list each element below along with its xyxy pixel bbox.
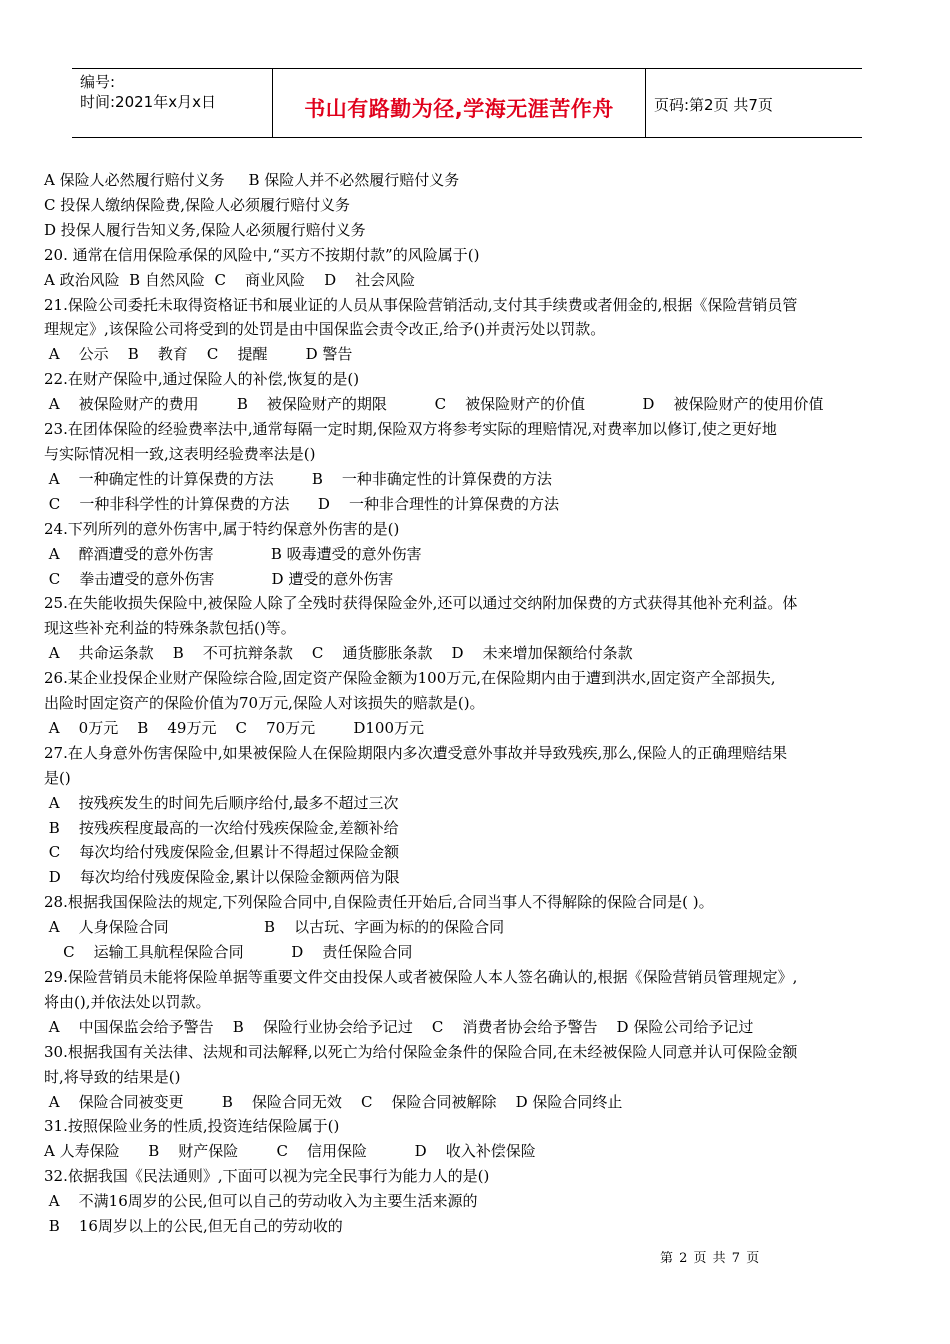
question-21: 21.保险公司委托未取得资格证书和展业证的人员从事保险营销活动,支付其手续费或者佣金的,根据《保险营销员管 bbox=[44, 295, 798, 314]
text-line: D 投保人履行告知义务,保险人必须履行赔付义务 bbox=[44, 220, 366, 239]
document-date-label: 时间:2021年x月x日 bbox=[80, 93, 216, 111]
text-line: A 不满16周岁的公民,但可以自己的劳动收入为主要生活来源的 bbox=[44, 1192, 478, 1211]
question-30: 30.根据我国有关法律、法规和司法解释,以死亡为给付保险金条件的保险合同,在未经被保险人同意并认可保险金额 bbox=[44, 1042, 798, 1061]
text-line: A 中国保监会给予警告 B 保险行业协会给予记过 C 消费者协会给予警告 D 保险公司给予记过 bbox=[44, 1017, 754, 1036]
text-line: D 每次均给付残废保险金,累计以保险金额两倍为限 bbox=[44, 868, 400, 887]
text-line: A 0万元 B 49万元 C 70万元 D100万元 bbox=[44, 718, 424, 737]
text-line: C 一种非科学性的计算保费的方法 D 一种非合理性的计算保费的方法 bbox=[44, 494, 560, 513]
question-26: 26.某企业投保企业财产保险综合险,固定资产保险金额为100万元,在保险期内由于遭到洪水,固定资产全部损失, bbox=[44, 669, 776, 688]
text-line: B 按残疾程度最高的一次给付残疾保险金,差额补给 bbox=[44, 818, 399, 837]
text-line: 将由(),并依法处以罚款。 bbox=[44, 992, 211, 1011]
question-27: 27.在人身意外伤害保险中,如果被保险人在保险期限内多次遭受意外事故并导致残疾,那么,保险人的正确理赔结果 bbox=[44, 743, 788, 762]
text-line: A 按残疾发生的时间先后顺序给付,最多不超过三次 bbox=[44, 793, 399, 812]
question-20: 20. 通常在信用保险承保的风险中,“买方不按期付款”的风险属于() bbox=[44, 245, 480, 264]
text-line: C 投保人缴纳保险费,保险人必须履行赔付义务 bbox=[44, 195, 351, 214]
document-number-label: 编号: bbox=[80, 73, 116, 91]
header-motto-cell bbox=[273, 69, 646, 137]
document-body bbox=[44, 168, 914, 1239]
document-header bbox=[72, 68, 862, 138]
question-29: 29.保险营销员未能将保险单据等重要文件交由投保人或者被保险人本人签名确认的,根据《保险营销员管理规定》, bbox=[44, 968, 798, 986]
text-line: A 保险人必然履行赔付义务 B 保险人并不必然履行赔付义务 bbox=[44, 171, 460, 189]
text-line: 出险时固定资产的保险价值为70万元,保险人对该损失的赔款是()。 bbox=[44, 694, 485, 713]
text-line: 是() bbox=[44, 768, 71, 787]
text-line: A 保险合同被变更 B 保险合同无效 C 保险合同被解除 D 保险合同终止 bbox=[44, 1092, 623, 1111]
question-28: 28.根据我国保险法的规定,下列保险合同中,自保险责任开始后,合同当事人不得解除的保险合同是( )。 bbox=[44, 893, 714, 912]
text-line: B 16周岁以上的公民,但无自己的劳动收的 bbox=[44, 1217, 343, 1236]
question-25: 25.在失能收损失保险中,被保险人除了全残时获得保险金外,还可以通过交纳附加保费的方式获得其他补充利益。体 bbox=[44, 594, 798, 613]
text-line: A 醉酒遭受的意外伤害 B 吸毒遭受的意外伤害 bbox=[44, 544, 422, 563]
text-line: C 拳击遭受的意外伤害 D 遭受的意外伤害 bbox=[44, 569, 394, 588]
text-line: 与实际情况相一致,这表明经验费率法是() bbox=[44, 444, 316, 463]
text-line: 时,将导致的结果是() bbox=[44, 1067, 181, 1086]
text-line: A 人身保险合同 B 以古玩、字画为标的的保险合同 bbox=[44, 918, 505, 937]
question-31: 31.按照保险业务的性质,投资连结保险属于() bbox=[44, 1117, 340, 1136]
header-page-number: 页码:第2页 共7页 bbox=[654, 96, 773, 114]
text-line: C 运输工具航程保险合同 D 责任保险合同 bbox=[44, 943, 413, 962]
question-23: 23.在团体保险的经验费率法中,通常每隔一定时期,保险双方将参考实际的理赔情况,对费率加以修订,使之更好地 bbox=[44, 420, 777, 439]
question-24: 24.下列所列的意外伤害中,属于特约保意外伤害的是() bbox=[44, 519, 400, 538]
page-footer: 第 2 页 共 7 页 bbox=[660, 1251, 761, 1266]
question-32: 32.依据我国《民法通则》,下面可以视为完全民事行为能力人的是() bbox=[44, 1167, 490, 1186]
motto-text: 书山有路勤为径,学海无涯苦作舟 bbox=[304, 97, 614, 121]
text-line: C 每次均给付残废保险金,但累计不得超过保险金额 bbox=[44, 843, 400, 862]
header-page-cell bbox=[646, 69, 862, 137]
header-info-cell bbox=[72, 69, 273, 137]
text-line: A 政治风险 B 自然风险 C 商业风险 D 社会风险 bbox=[44, 270, 416, 289]
text-line: A 人寿保险 B 财产保险 C 信用保险 D 收入补偿保险 bbox=[44, 1142, 536, 1161]
text-line: 现这些补充利益的特殊条款包括()等。 bbox=[44, 619, 296, 638]
text-line: 理规定》,该保险公司将受到的处罚是由中国保监会责令改正,给予()并责污处以罚款。 bbox=[44, 320, 606, 339]
text-line: A 一种确定性的计算保费的方法 B 一种非确定性的计算保费的方法 bbox=[44, 469, 552, 488]
text-line: A 共命运条款 B 不可抗辩条款 C 通货膨胀条款 D 未来增加保额给付条款 bbox=[44, 644, 633, 663]
text-line: A 公示 B 教育 C 提醒 D 警告 bbox=[44, 345, 353, 364]
question-22: 22.在财产保险中,通过保险人的补偿,恢复的是() bbox=[44, 370, 360, 389]
text-line: A 被保险财产的费用 B 被保险财产的期限 C 被保险财产的价值 D 被保险财产的使用价值 bbox=[44, 395, 824, 414]
